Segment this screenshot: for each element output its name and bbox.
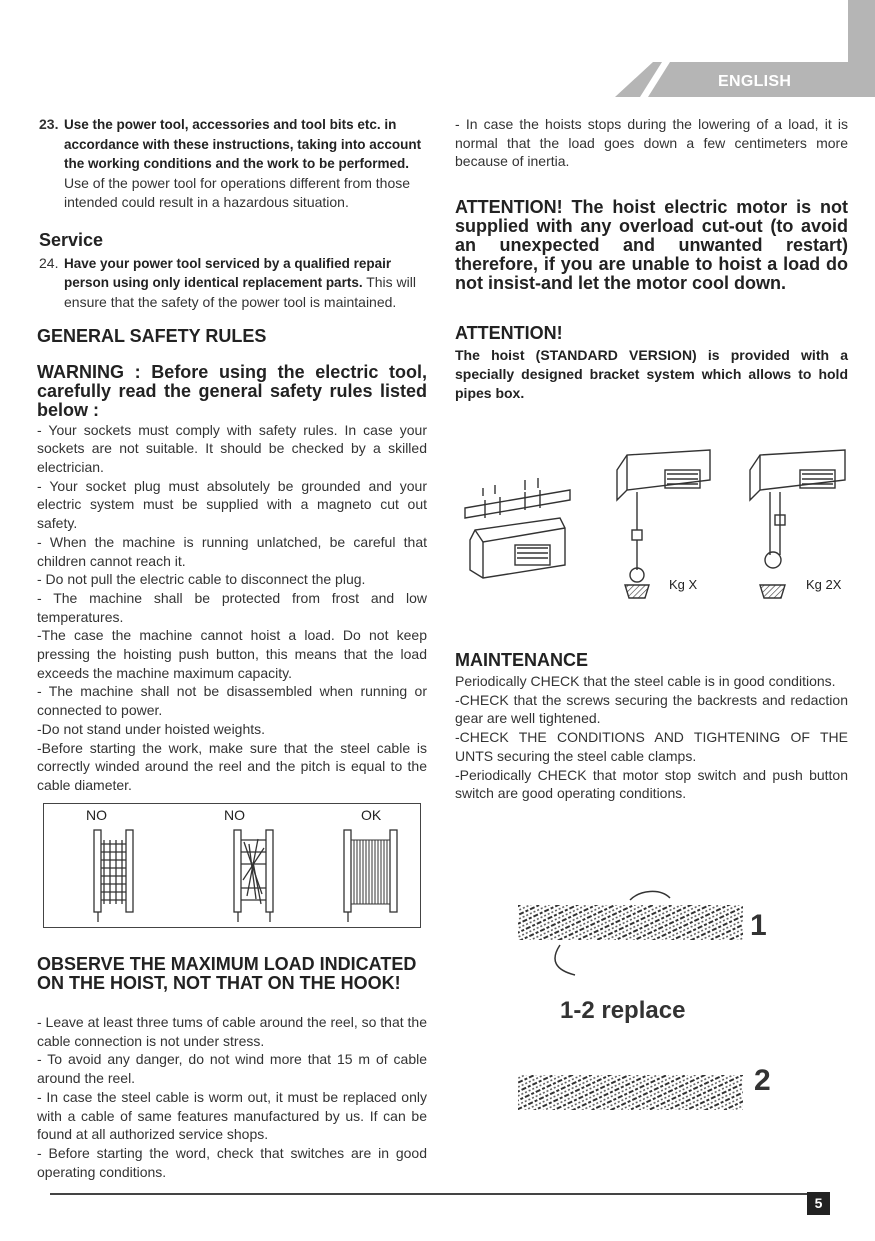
observe-heading: OBSERVE THE MAXIMUM LOAD INDICATED ON THE HOIST, NOT THAT ON THE HOOK! [37, 954, 417, 993]
reel-drawings [44, 804, 420, 927]
maintenance-item: Periodically CHECK that the steel cable is in good conditions. [455, 673, 836, 689]
rule-item: - When the machine is running unlatched, be careful that children cannot reach it. [37, 533, 427, 569]
attention-bracket-text: The hoist (STANDARD VERSION) is provided with a specially designed bracket system which allows to hold pipes box. [455, 347, 848, 402]
observe-item: - Leave at least three tums of cable around the reel, so that the cable connection is not under stress. [37, 1014, 427, 1049]
reel-label-ok: OK [361, 807, 382, 823]
attention-heading: ATTENTION! [455, 323, 563, 344]
item-23-bold: Use the power tool, accessories and tool bits etc. in accordance with these instructions, taking into account the working conditions and the work to be performed. [64, 117, 422, 172]
inertia-note: - In case the hoists stops during the lowering of a load, it is normal that the load goes down a few centimeters more because of inertia. [455, 116, 848, 170]
cable-2 [518, 1075, 743, 1110]
observe-list [37, 1013, 427, 1181]
maintenance-list [455, 672, 848, 803]
observe-item: - Before starting the word, check that switches are in good operating conditions. [37, 1144, 427, 1180]
reel-1-windings [101, 840, 126, 904]
reel-3-windings [351, 840, 390, 904]
left-column [37, 115, 427, 795]
rule-item: -Do not stand under hoisted weights. [37, 720, 266, 737]
service-heading: Service [39, 229, 104, 250]
warning-heading: WARNING : Before using the electric tool, carefully read the general safety rules listed below : [37, 361, 427, 420]
hoist-label-kg-x: Kg X [669, 577, 698, 592]
observe-item: - To avoid any danger, do not wind more that 15 m of cable around the reel. [37, 1051, 427, 1087]
page-number: 5 [814, 1195, 823, 1211]
attention-motor: ATTENTION! The hoist electric motor is not supplied with any overload cut-out (to avoid an unexpected and unwanted restart) therefore, if you are unable to hoist a load do not insist-and let the motor cool down. [455, 197, 848, 294]
item-23-text: Use of the power tool for operations different from those intended could result in a hazardous situation. [64, 175, 411, 210]
page-number-box [807, 1192, 830, 1215]
rule-item: -The case the machine cannot hoist a load. Do not keep pressing the hoisting push button, this means that the load exceeds the machine maximum capacity. [37, 627, 427, 681]
item-24 [39, 254, 427, 312]
hoist-label-kg-2x: Kg 2X [806, 577, 842, 592]
reel-2-windings [241, 839, 266, 904]
maintenance-item: -CHECK THE CONDITIONS AND TIGHTENING OF THE UNTS securing the steel cable clamps. [455, 729, 848, 764]
right-column [455, 115, 848, 403]
pipe [465, 490, 570, 518]
footer-rule [50, 1193, 830, 1195]
hoist-body-middle [617, 450, 710, 500]
reel-label-no-1: NO [86, 807, 107, 823]
language-label: ENGLISH [718, 73, 792, 90]
rule-item: - Do not pull the electric cable to disconnect the plug. [37, 571, 366, 588]
cable-1 [518, 905, 743, 940]
item-23-number: 23. [39, 116, 59, 132]
cable-label-2: 2 [754, 1064, 771, 1097]
rule-item: - Your socket plug must absolutely be grounded and your electric system must be supplied with a magneto cut out safety. [37, 477, 427, 532]
maintenance-item: -Periodically CHECK that motor stop switch and push button switch are good operating conditions. [455, 766, 848, 802]
cable-wear-figure [510, 890, 780, 1125]
cable-caption: 1-2 replace [560, 997, 686, 1024]
item-24-number: 24. [39, 254, 59, 271]
hoist-figure [455, 430, 855, 605]
rule-item: - The machine shall be protected from frost and low temperatures. [37, 589, 427, 625]
maintenance-section [455, 650, 848, 803]
cable-label-1: 1 [750, 909, 767, 942]
item-24-text: This will ensure that the safety of the power tool is maintained. [64, 274, 416, 310]
rule-item: - Your sockets must comply with safety rules. In case your sockets are not suitable. It should be checked by a skilled electrician. [37, 421, 427, 476]
header-corner-block [848, 0, 875, 97]
item-23 [39, 115, 427, 212]
general-safety-heading: GENERAL SAFETY RULES [37, 325, 267, 346]
reel-label-no-2: NO [224, 807, 245, 823]
rules-list [37, 421, 427, 795]
reel-winding-figure [43, 803, 421, 928]
hoist-body-right [750, 450, 845, 500]
maintenance-item: -CHECK that the screws securing the backrests and redaction gear are well tightened. [455, 691, 848, 727]
maintenance-heading: MAINTENANCE [455, 650, 588, 670]
observe-section [37, 955, 427, 1181]
item-24-bold: Have your power tool serviced by a qualified repair person using only identical replacement parts. [64, 255, 392, 291]
rule-item: - The machine shall not be disassembled when running or connected to power. [37, 683, 427, 719]
observe-item: - In case the steel cable is worm out, it must be replaced only with a cable of same features manufactured by us. If can be found at all authorized service shops. [37, 1088, 427, 1143]
rule-item: -Before starting the work, make sure that the steel cable is correctly winded around the reel and the pitch is equal to the cable diameter. [37, 739, 427, 793]
